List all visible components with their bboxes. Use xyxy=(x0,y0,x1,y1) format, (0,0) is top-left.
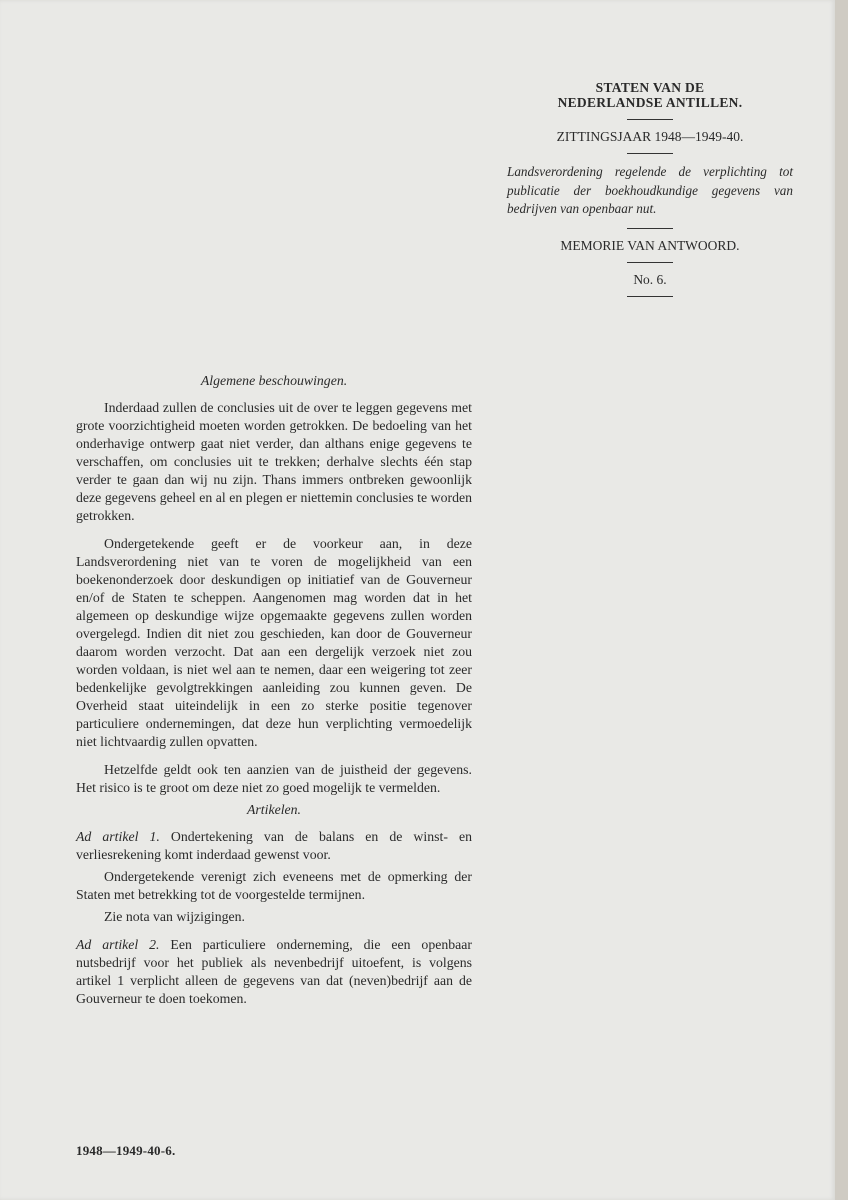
article-1-paragraph xyxy=(76,828,472,864)
article-2-text: Een particuliere onderneming, die een openbaar nutsbedrijf voor het publiek als nevenbedrijf uitoefent, is volgens artikel 1 verplicht alleen de gegevens van dat (neven)bedrijf aan de Gouverneur te doen toekomen. xyxy=(76,937,472,1006)
header-title-line2: NEDERLANDSE ANTILLEN. xyxy=(557,95,743,110)
ordinance-subject: Landsverordening regelende de verplichting tot publicatie der boekhoudkundige gegevens van bedrijven van openbaar nut. xyxy=(507,164,793,216)
paragraph-2: Ondergetekende geeft er de voorkeur aan, in deze Landsverordening niet van te voren de mogelijkheid van een boekenonderzoek door deskundigen op initiatief van de Gouverneur en/of de Staten te scheppen. Aangenomen mag worden dat in het algemeen op deskundige wijze opgemaakte gegevens zullen worden overgelegd. Indien dit niet zou geschieden, kan door de Gouverneur daarom worden verzocht. Dat aan een dergelijk verzoek niet zou worden voldaan, is niet wel aan te nemen, daar een weigering tot zeer bedenkelijke gevolgtrekkingen aanleiding zou kunnen geven. De Overheid staat uiteindelijk in een zo sterke positie tegenover particuliere ondernemingen, dat deze hun verplichting vermoedelijk niet lichtvaardig zullen opvatten. xyxy=(76,536,472,749)
document-number: No. 6. xyxy=(633,271,667,287)
article-2-paragraph xyxy=(76,936,472,1008)
paragraph-3: Hetzelfde geldt ook ten aanzien van de juistheid der gegevens. Het risico is te groot om deze niet zo goed mogelijk te vermelden. xyxy=(76,762,472,795)
session-year: ZITTINGSJAAR 1948—1949-40. xyxy=(556,129,744,144)
header-rule xyxy=(627,228,673,229)
document-body xyxy=(76,372,472,1018)
header-rule xyxy=(627,262,673,263)
article-1-text: Ondertekening van de balans en de winst- en verliesrekening komt inderdaad gewenst voor. xyxy=(76,829,472,862)
header-title-line1: STATEN VAN DE xyxy=(595,80,705,95)
document-type: MEMORIE VAN ANTWOORD. xyxy=(560,237,740,253)
document-header xyxy=(505,80,795,306)
paragraph-1: Inderdaad zullen de conclusies uit de over te leggen gegevens met grote voorzichtigheid moeten worden getrokken. De bedoeling van het onderhavige ontwerp gaat niet verder, dan althans enige gegevens te verschaffen, om conclusies uit te trekken; derhalve slechts één stap verder te gaan dan wij nu zijn. Thans immers ontbreken gewoonlijk deze gegevens geheel en al en plegen er niettemin conclusies te worden getrokken. xyxy=(76,400,472,523)
paragraph-5: Zie nota van wijzigingen. xyxy=(104,909,245,924)
section-heading-general: Algemene beschouwingen. xyxy=(200,373,348,388)
article-1-label: Ad artikel 1. xyxy=(76,829,160,844)
header-rule xyxy=(627,296,673,297)
scan-right-edge xyxy=(835,0,848,1200)
header-rule xyxy=(627,119,673,120)
article-2-label: Ad artikel 2. xyxy=(76,937,160,952)
paragraph-4: Ondergetekende verenigt zich eveneens met de opmerking der Staten met betrekking tot de voorgestelde termijnen. xyxy=(76,869,472,902)
header-rule xyxy=(627,153,673,154)
footer-document-id: 1948—1949-40-6. xyxy=(76,1143,176,1158)
section-heading-articles: Artikelen. xyxy=(246,802,301,817)
